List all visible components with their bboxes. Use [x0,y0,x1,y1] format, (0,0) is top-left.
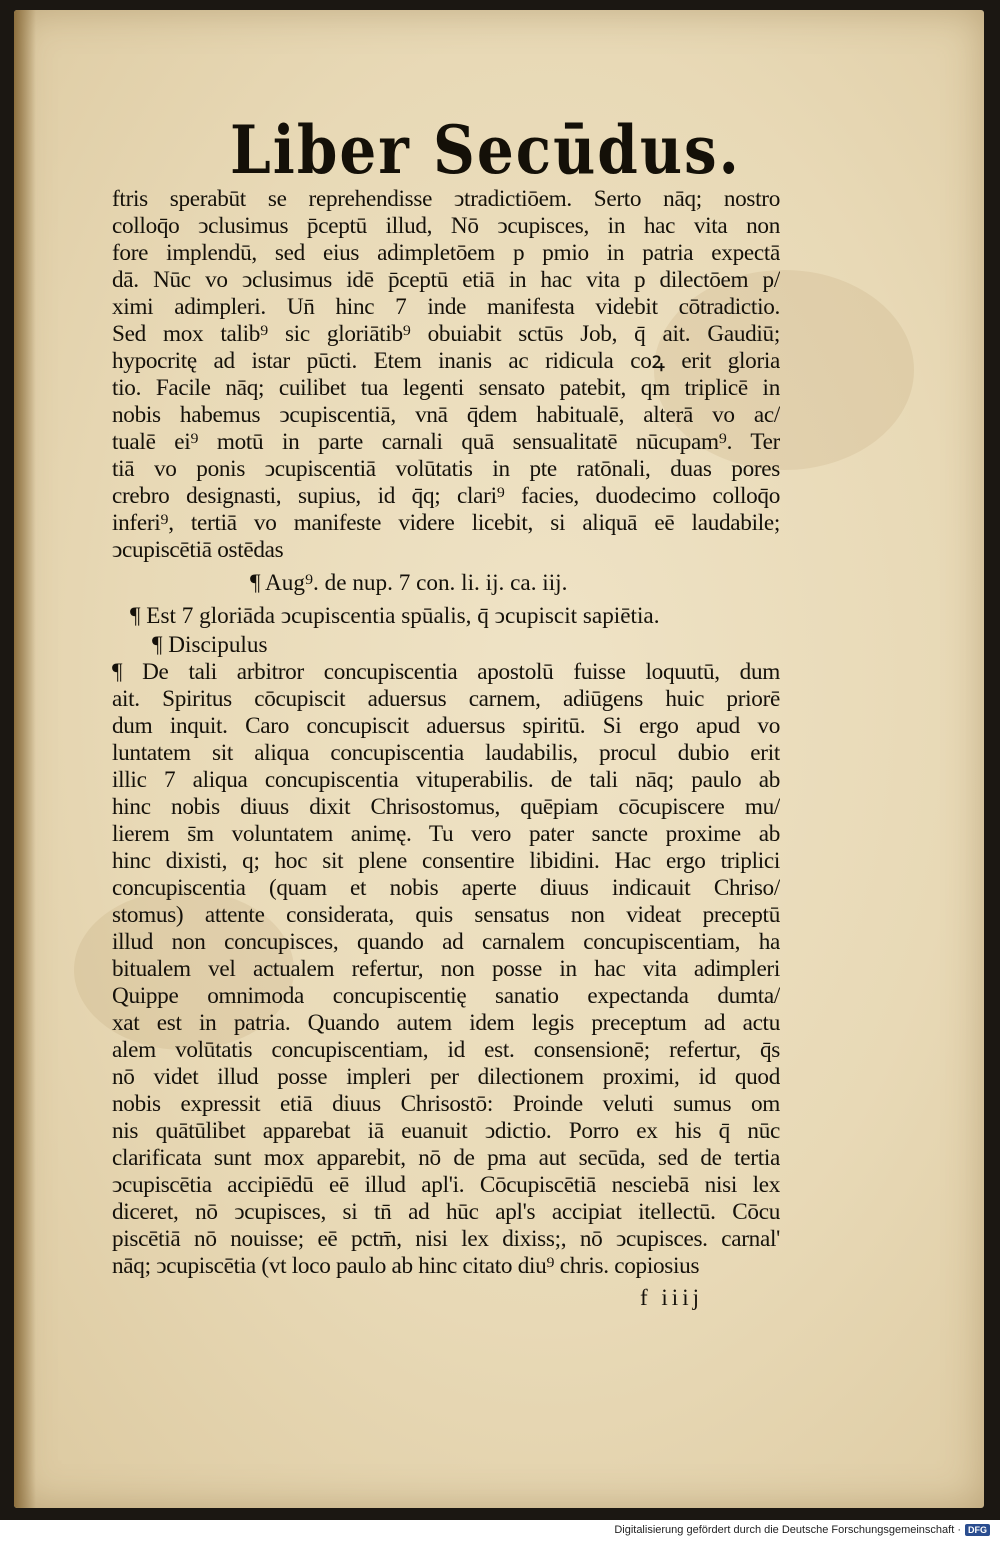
text-line: ftris sperabūt se reprehendisse ↄtradictiōem. Serto nāq; nostro [112,186,780,212]
footer-credit [614,1524,990,1536]
body-text-block [112,186,780,1280]
text-line: Sed mox talib⁹ sic gloriātib⁹ obuiabit sctūs Job, q̄ ait. Gaudiū; [112,321,780,347]
text-line: alem volūtatis concupiscentiam, id est. consensionē; refertur, q̄s [112,1037,780,1063]
text-line: inferi⁹, tertiā vo manifeste videre licebit, si aliquā eē laudabile; [112,510,780,536]
paragraph-2 [112,659,780,1280]
page-gutter-shadow [14,10,36,1508]
text-line: luntatem sit aliqua concupiscentia laudabilis, procul dubio erit [112,740,780,766]
text-line: nobis habemus ↄcupiscentiā, vnā q̄dem habitualē, alterā vo ac/ [112,402,780,428]
text-line: ↄcupiscētia accipiēdū eē illud apl'i. Cōcupiscētiā nesciebā nisi lex [112,1172,780,1198]
text-line: tio. Facile nāq; cuilibet tua legenti sensato patebit, qm triplicē in [112,375,780,401]
text-line: colloq̄o ↄclusimus p̄ceptū illud, Nō ↄcupisces, in hac vita non [112,213,780,239]
text-line: concupiscentia (quam et nobis aperte diuus indicauit Chriso/ [112,875,780,901]
text-line: stomus) attente considerata, quis sensatus non videat preceptū [112,902,780,928]
text-line: xat est in patria. Quando autem idem legis preceptum ad actu [112,1010,780,1036]
text-line: piscētiā nō nouisse; eē pctm̄, nisi lex dixiss;, nō ↄcupisces. carnal' [112,1226,780,1252]
text-line: ximi adimpleri. Un̄ hinc 7 inde manifesta videbit cōtradictio. [112,294,780,320]
text-line: diceret, nō ↄcupisces, si tn̄ ad hūc apl's accipiat itellectū. Cōcu [112,1199,780,1225]
text-line: ↄcupiscētiā ostēdas [112,537,284,563]
text-line: illic 7 aliqua concupiscentia vituperabilis. de tali nāq; paulo ab [112,767,780,793]
text-line: nobis expressit etiā diuus Chrisostō: Proinde veluti sumus om [112,1091,780,1117]
text-line: tualē ei⁹ motū in parte carnali quā sensualitatē nūcupam⁹. Ter [112,429,780,455]
text-line: bitualem vel actualem refertur, non posse in hac vita adimpleri [112,956,780,982]
text-line: Quippe omnimoda concupiscentię sanatio expectanda dumta/ [112,983,780,1009]
text-line: hinc dixisti, q; hoc sit plene consentire libidini. Hac ergo triplici [112,848,780,874]
text-line: nis quātūlibet apparebat iā euanuit ↄdictio. Porro ex his q̄ nūc [112,1118,780,1144]
text-line: hinc nobis diuus dixit Chrisostomus, quēpiam cōcupiscere mu/ [112,794,780,820]
running-header: Liber Secūdus. [230,110,741,190]
text-line: fore implendū, sed eius adimpletōem p pmio in patria expectā [112,240,780,266]
text-line: lierem s̄m voluntatem animę. Tu vero pater sancte proxime ab [112,821,780,847]
text-line: nō videt illud posse impleri per dilectionem proximi, id quod [112,1064,780,1090]
text-line: dum inquit. Caro concupiscit aduersus spiritū. Si ergo apud vo [112,713,780,739]
footer-text: Digitalisierung gefördert durch die Deutsche Forschungsgemeinschaft · [614,1524,961,1536]
text-line: ait. Spiritus cōcupiscit aduersus carnem, adiūgens huic priorē [112,686,780,712]
text-line: crebro designasti, supius, id q̄q; clari⁹ facies, duodecimo colloq̄o [112,483,780,509]
speaker-label: ¶ Discipulus [152,632,268,658]
text-line: illud non concupisces, quando ad carnalem concupiscentiam, ha [112,929,780,955]
marginal-note: ¶ Est 7 gloriāda ↄcupiscentia spūalis, q̄ ↄcupiscit sapiētia. [130,603,660,629]
text-line: ¶ De tali arbitror concupiscentia apostolū fuisse loquutū, dum [112,659,780,685]
paragraph-1 [112,186,780,564]
text-line: clarificata sunt mox apparebit, nō de pma aut secūda, sed de tertia [112,1145,780,1171]
text-line: dā. Nūc vo ↄclusimus idē p̄ceptū etiā in hac vita p dilectōem p/ [112,267,780,293]
dfg-logo-icon: DFG [965,1524,990,1536]
text-line: nāq; ↄcupiscētia (vt loco paulo ab hinc citato diu⁹ chris. copiosius [112,1253,700,1279]
citation-augustine: ¶ Aug⁹. de nup. 7 con. li. ij. ca. iij. [250,570,568,596]
text-line: hypocritę ad istar pūcti. Etem inanis ac ridicula coꝝ erit gloria [112,348,780,374]
signature-mark: f iiij [640,1285,703,1310]
text-line: tiā vo ponis ↄcupiscentiā volūtatis in pte ratōnali, duas pores [112,456,780,482]
